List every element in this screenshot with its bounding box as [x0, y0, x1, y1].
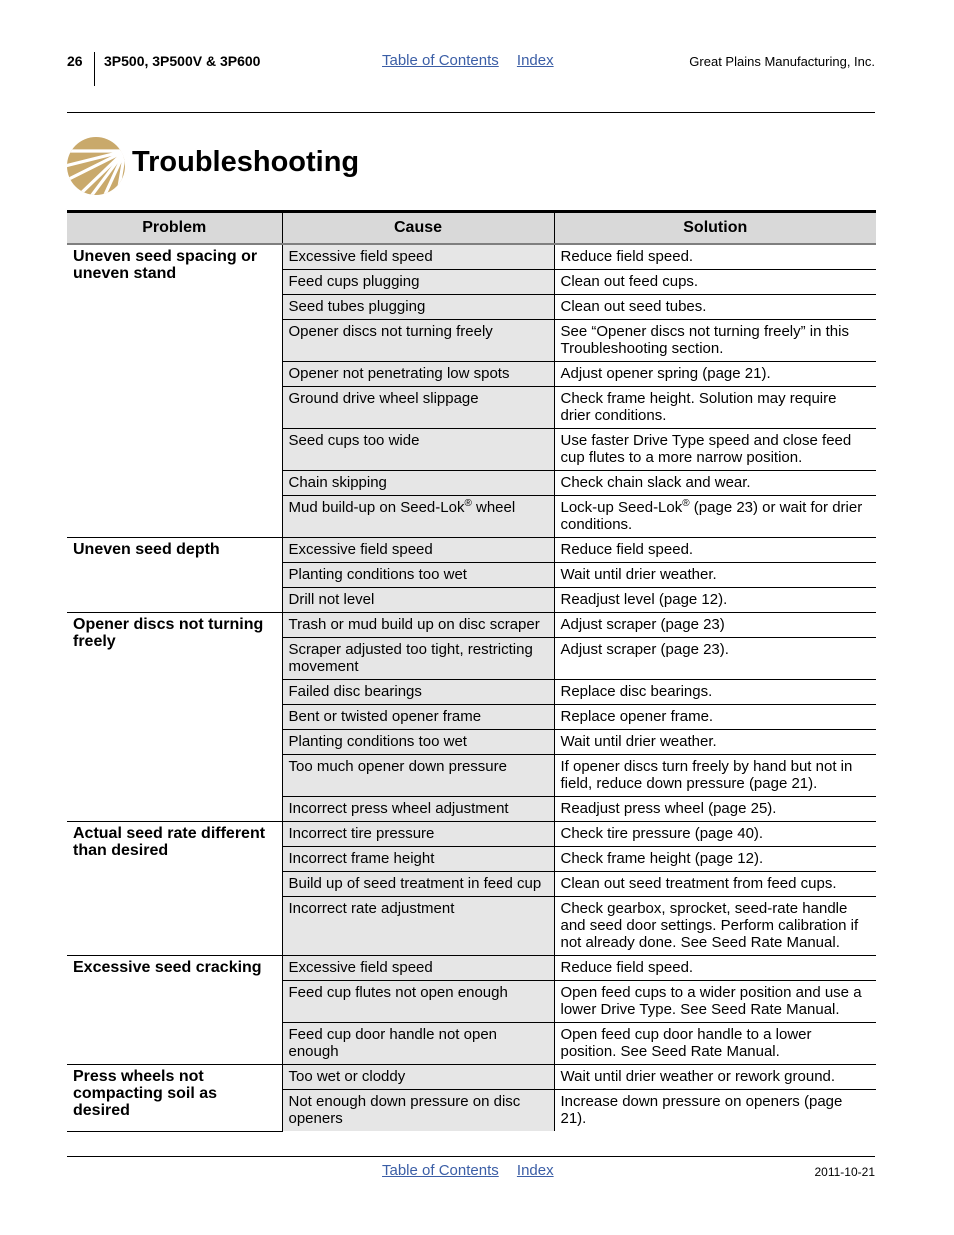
solution-cell: Open feed cups to a wider position and use a lower Drive Type. See Seed Rate Manual. [554, 981, 876, 1023]
solution-cell: Wait until drier weather. [554, 563, 876, 588]
cause-cell: Not enough down pressure on disc openers [282, 1090, 554, 1132]
cause-cell: Feed cup flutes not open enough [282, 981, 554, 1023]
cause-cell: Incorrect frame height [282, 847, 554, 872]
cause-cell: Trash or mud build up on disc scraper [282, 613, 554, 638]
table-row [67, 822, 876, 847]
company-name: Great Plains Manufacturing, Inc. [689, 54, 875, 69]
solution-cell: Check tire pressure (page 40). [554, 822, 876, 847]
cause-cell: Bent or twisted opener frame [282, 705, 554, 730]
solution-cell: Check frame height. Solution may require drier conditions. [554, 387, 876, 429]
solution-cell: Adjust scraper (page 23) [554, 613, 876, 638]
solution-cell: Adjust opener spring (page 21). [554, 362, 876, 387]
cause-cell: Excessive field speed [282, 538, 554, 563]
cause-cell: Too much opener down pressure [282, 755, 554, 797]
cause-cell: Incorrect rate adjustment [282, 897, 554, 956]
page-number: 26 [67, 53, 83, 69]
problem-cell: Press wheels not compacting soil as desired [67, 1065, 282, 1132]
footer-rule [67, 1156, 875, 1157]
problem-cell: Uneven seed depth [67, 538, 282, 613]
cause-cell: Incorrect press wheel adjustment [282, 797, 554, 822]
column-header-cause: Cause [282, 212, 554, 245]
table-row [67, 1065, 876, 1090]
model-name: 3P500, 3P500V & 3P600 [104, 53, 261, 69]
cause-cell: Feed cups plugging [282, 270, 554, 295]
solution-cell [554, 496, 876, 538]
cause-cell: Scraper adjusted too tight, restricting movement [282, 638, 554, 680]
footer-nav [382, 1162, 568, 1179]
index-link[interactable]: Index [516, 52, 554, 69]
solution-cell: Use faster Drive Type speed and close feed cup flutes to a more narrow position. [554, 429, 876, 471]
solution-cell: Check gearbox, sprocket, seed-rate handle and seed door settings. Perform calibration if not already done. See Seed Rate Manual. [554, 897, 876, 956]
table-row [67, 956, 876, 981]
cause-cell [282, 496, 554, 538]
solution-text: Lock-up Seed-Lok [560, 499, 683, 516]
cause-cell: Excessive field speed [282, 244, 554, 270]
footer-index-link[interactable]: Index [516, 1162, 554, 1179]
header-divider [94, 52, 95, 86]
solution-cell: Replace disc bearings. [554, 680, 876, 705]
cause-cell: Build up of seed treatment in feed cup [282, 872, 554, 897]
great-plains-logo-icon [67, 137, 125, 195]
table-row [67, 538, 876, 563]
solution-cell: Clean out seed treatment from feed cups. [554, 872, 876, 897]
cause-cell: Drill not level [282, 588, 554, 613]
cause-cell: Failed disc bearings [282, 680, 554, 705]
solution-cell: Reduce field speed. [554, 538, 876, 563]
troubleshooting-table [67, 210, 876, 1132]
page-header [67, 52, 875, 92]
solution-cell: Open feed cup door handle to a lower position. See Seed Rate Manual. [554, 1023, 876, 1065]
cause-text: wheel [471, 499, 516, 516]
solution-cell: If opener discs turn freely by hand but not in field, reduce down pressure (page 21). [554, 755, 876, 797]
column-header-solution: Solution [554, 212, 876, 245]
cause-cell: Chain skipping [282, 471, 554, 496]
solution-text: (page 23) or wait for drier conditions. [560, 499, 863, 533]
solution-cell: Replace opener frame. [554, 705, 876, 730]
table-row [67, 244, 876, 270]
column-header-problem: Problem [67, 212, 282, 245]
page-title: Troubleshooting [132, 146, 360, 178]
table-header-row [67, 212, 876, 245]
registered-mark: ® [464, 498, 472, 509]
problem-cell: Uneven seed spacing or uneven stand [67, 244, 282, 538]
cause-cell: Seed cups too wide [282, 429, 554, 471]
solution-cell: Clean out seed tubes. [554, 295, 876, 320]
solution-cell: Adjust scraper (page 23). [554, 638, 876, 680]
cause-text: Mud build-up on Seed-Lok [288, 499, 465, 516]
problem-cell: Excessive seed cracking [67, 956, 282, 1065]
cause-cell: Incorrect tire pressure [282, 822, 554, 847]
cause-cell: Opener not penetrating low spots [282, 362, 554, 387]
solution-cell: Wait until drier weather or rework ground. [554, 1065, 876, 1090]
registered-mark: ® [682, 498, 690, 509]
solution-cell: Increase down pressure on openers (page 21). [554, 1090, 876, 1132]
cause-cell: Planting conditions too wet [282, 563, 554, 588]
solution-cell: See “Opener discs not turning freely” in this Troubleshooting section. [554, 320, 876, 362]
solution-cell: Clean out feed cups. [554, 270, 876, 295]
problem-cell: Opener discs not turning freely [67, 613, 282, 822]
header-nav [382, 52, 568, 69]
solution-cell: Readjust level (page 12). [554, 588, 876, 613]
solution-cell: Reduce field speed. [554, 244, 876, 270]
solution-cell: Check chain slack and wear. [554, 471, 876, 496]
cause-cell: Ground drive wheel slippage [282, 387, 554, 429]
cause-cell: Excessive field speed [282, 956, 554, 981]
table-row [67, 613, 876, 638]
solution-cell: Readjust press wheel (page 25). [554, 797, 876, 822]
solution-cell: Wait until drier weather. [554, 730, 876, 755]
cause-cell: Too wet or cloddy [282, 1065, 554, 1090]
solution-cell: Check frame height (page 12). [554, 847, 876, 872]
header-rule [67, 112, 875, 113]
cause-cell: Planting conditions too wet [282, 730, 554, 755]
cause-cell: Seed tubes plugging [282, 295, 554, 320]
solution-cell: Reduce field speed. [554, 956, 876, 981]
cause-cell: Feed cup door handle not open enough [282, 1023, 554, 1065]
cause-cell: Opener discs not turning freely [282, 320, 554, 362]
problem-cell: Actual seed rate different than desired [67, 822, 282, 956]
toc-link[interactable]: Table of Contents [382, 52, 499, 69]
revision-date: 2011-10-21 [814, 1165, 875, 1179]
footer-toc-link[interactable]: Table of Contents [382, 1162, 499, 1179]
